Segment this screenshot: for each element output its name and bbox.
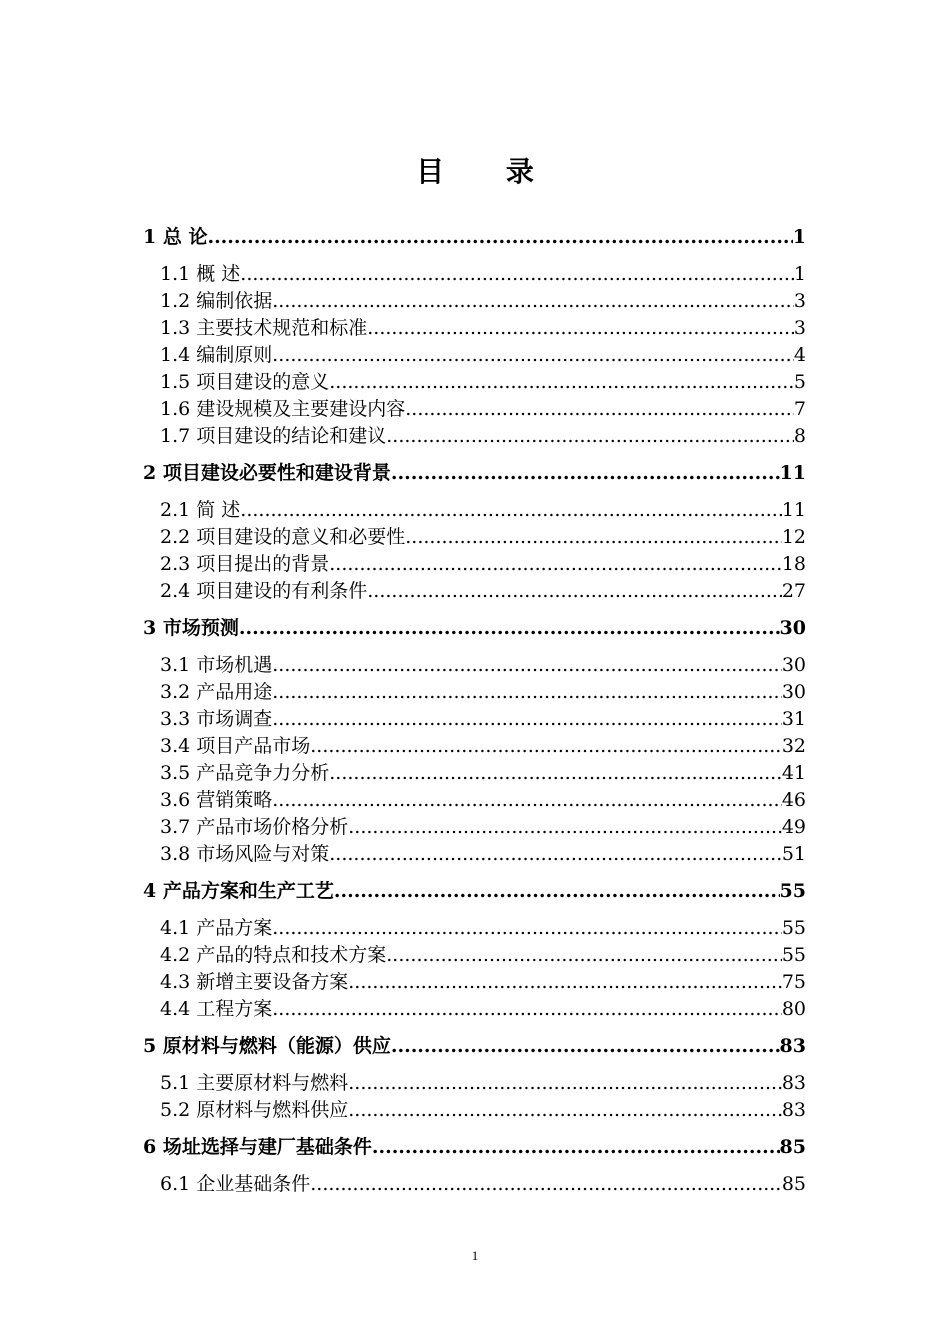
toc-section[interactable] bbox=[143, 706, 806, 733]
toc-entry-page: 55 bbox=[779, 880, 806, 902]
toc-dot-leader bbox=[405, 396, 794, 423]
toc-entry-page: 12 bbox=[781, 526, 806, 548]
toc-dot-leader bbox=[272, 342, 794, 369]
toc-entry-label: 1 总 论 bbox=[143, 226, 208, 248]
toc-entry-label: 3.4 项目产品市场 bbox=[160, 735, 311, 757]
toc-dot-leader bbox=[240, 497, 782, 524]
toc-entry-page: 3 bbox=[793, 317, 806, 339]
toc-dot-leader bbox=[386, 942, 782, 969]
toc-entry-page: 11 bbox=[781, 499, 806, 521]
toc-dot-leader bbox=[348, 814, 782, 841]
toc-section[interactable] bbox=[143, 760, 806, 787]
toc-entry-page: 8 bbox=[793, 425, 806, 447]
toc-entry-page: 80 bbox=[781, 998, 806, 1020]
toc-dot-leader bbox=[386, 423, 794, 450]
toc-section[interactable] bbox=[143, 969, 806, 996]
toc-entry-page: 32 bbox=[781, 735, 806, 757]
toc-dot-leader bbox=[310, 1171, 782, 1198]
toc-dot-leader bbox=[348, 1097, 782, 1124]
toc-section[interactable] bbox=[143, 942, 806, 969]
toc-entry-label: 1.6 建设规模及主要建设内容 bbox=[160, 398, 406, 420]
toc-entry-page: 30 bbox=[781, 681, 806, 703]
toc-entry-page: 1 bbox=[793, 263, 806, 285]
page-title: 目 录 bbox=[416, 155, 560, 188]
toc-section[interactable] bbox=[143, 369, 806, 396]
toc-dot-leader bbox=[272, 288, 794, 315]
toc-entry-label: 2.3 项目提出的背景 bbox=[160, 553, 330, 575]
toc-entry-label: 1.7 项目建设的结论和建议 bbox=[160, 425, 387, 447]
toc-entry-page: 7 bbox=[793, 398, 806, 420]
toc-dot-leader bbox=[240, 261, 794, 288]
toc-entry-page: 41 bbox=[781, 762, 806, 784]
toc-entry-page: 83 bbox=[779, 1035, 806, 1057]
toc-entry-label: 5.1 主要原材料与燃料 bbox=[160, 1072, 349, 1094]
toc-section[interactable] bbox=[143, 396, 806, 423]
page-number: 1 bbox=[471, 1248, 479, 1263]
toc-entry-label: 3.7 产品市场价格分析 bbox=[160, 816, 349, 838]
toc-entry-page: 85 bbox=[781, 1173, 806, 1195]
toc-entry-page: 3 bbox=[793, 290, 806, 312]
toc-entry-label: 3.5 产品竞争力分析 bbox=[160, 762, 330, 784]
toc-dot-leader bbox=[272, 787, 782, 814]
toc-section[interactable] bbox=[143, 1171, 806, 1198]
toc-entry-page: 49 bbox=[781, 816, 806, 838]
toc-entry-label: 1.1 概 述 bbox=[160, 263, 241, 285]
toc-entry-label: 2.4 项目建设的有利条件 bbox=[160, 580, 368, 602]
toc-entry-page: 30 bbox=[781, 654, 806, 676]
toc-dot-leader bbox=[310, 733, 782, 760]
toc-section[interactable] bbox=[143, 1070, 806, 1097]
toc-dot-leader bbox=[348, 1070, 782, 1097]
toc-section[interactable] bbox=[143, 551, 806, 578]
toc-section[interactable] bbox=[143, 841, 806, 868]
toc-entry-label: 3 市场预测 bbox=[143, 617, 239, 639]
toc-section[interactable] bbox=[143, 423, 806, 450]
toc-dot-leader bbox=[329, 551, 782, 578]
toc-chapter[interactable] bbox=[143, 1033, 806, 1060]
toc-dot-leader bbox=[239, 615, 780, 642]
toc-section[interactable] bbox=[143, 679, 806, 706]
toc-entry-label: 4.3 新增主要设备方案 bbox=[160, 971, 349, 993]
toc-entry-label: 3.3 市场调查 bbox=[160, 708, 273, 730]
toc-section[interactable] bbox=[143, 915, 806, 942]
toc-dot-leader bbox=[329, 760, 782, 787]
toc-entry-label: 4.4 工程方案 bbox=[160, 998, 273, 1020]
toc-dot-leader bbox=[207, 224, 792, 251]
toc-entry-label: 2.1 简 述 bbox=[160, 499, 241, 521]
toc-entry-page: 55 bbox=[781, 917, 806, 939]
toc-dot-leader bbox=[334, 878, 780, 905]
toc-section[interactable] bbox=[143, 1097, 806, 1124]
toc-entry-label: 1.4 编制原则 bbox=[160, 344, 273, 366]
toc-entry-label: 5 原材料与燃料（能源）供应 bbox=[143, 1035, 391, 1057]
toc-entry-label: 4.2 产品的特点和技术方案 bbox=[160, 944, 387, 966]
toc-entry-label: 1.3 主要技术规范和标准 bbox=[160, 317, 368, 339]
toc-entry-label: 1.5 项目建设的意义 bbox=[160, 371, 330, 393]
toc-chapter[interactable] bbox=[143, 615, 806, 642]
toc-chapter[interactable] bbox=[143, 224, 806, 251]
toc-entry-page: 5 bbox=[793, 371, 806, 393]
toc-dot-leader bbox=[329, 369, 794, 396]
toc-section[interactable] bbox=[143, 578, 806, 605]
toc-entry-page: 27 bbox=[781, 580, 806, 602]
toc-chapter[interactable] bbox=[143, 1134, 806, 1161]
toc-entry-label: 3.6 营销策略 bbox=[160, 789, 273, 811]
toc-entry-label: 3.1 市场机遇 bbox=[160, 654, 273, 676]
toc-entry-page: 85 bbox=[779, 1136, 806, 1158]
toc-section[interactable] bbox=[143, 524, 806, 551]
toc-section[interactable] bbox=[143, 996, 806, 1023]
toc-entry-page: 30 bbox=[779, 617, 806, 639]
toc-entry-page: 75 bbox=[781, 971, 806, 993]
toc-entry-label: 5.2 原材料与燃料供应 bbox=[160, 1099, 349, 1121]
toc-dot-leader bbox=[329, 841, 782, 868]
toc-entry-page: 46 bbox=[781, 789, 806, 811]
toc-dot-leader bbox=[405, 524, 782, 551]
toc-dot-leader bbox=[272, 706, 782, 733]
toc-dot-leader bbox=[272, 652, 782, 679]
toc-entry-page: 4 bbox=[793, 344, 806, 366]
toc-dot-leader bbox=[272, 915, 782, 942]
toc-section[interactable] bbox=[143, 342, 806, 369]
toc-chapter[interactable] bbox=[143, 878, 806, 905]
toc-section[interactable] bbox=[143, 733, 806, 760]
toc-entry-page: 31 bbox=[781, 708, 806, 730]
toc-entry-page: 11 bbox=[779, 462, 806, 484]
toc-section[interactable] bbox=[143, 261, 806, 288]
toc-entry-label: 4 产品方案和生产工艺 bbox=[143, 880, 334, 902]
toc-dot-leader bbox=[367, 578, 782, 605]
toc-dot-leader bbox=[348, 969, 782, 996]
toc-entry-label: 3.2 产品用途 bbox=[160, 681, 273, 703]
toc-entry-page: 83 bbox=[781, 1072, 806, 1094]
toc-chapter[interactable] bbox=[143, 460, 806, 487]
toc-entry-page: 18 bbox=[781, 553, 806, 575]
toc-section[interactable] bbox=[143, 497, 806, 524]
toc-section[interactable] bbox=[143, 814, 806, 841]
toc-dot-leader bbox=[272, 679, 782, 706]
toc-entry-label: 3.8 市场风险与对策 bbox=[160, 843, 330, 865]
toc-dot-leader bbox=[391, 1033, 780, 1060]
toc-section[interactable] bbox=[143, 315, 806, 342]
toc-entry-page: 55 bbox=[781, 944, 806, 966]
toc-dot-leader bbox=[372, 1134, 780, 1161]
toc-entry-page: 83 bbox=[781, 1099, 806, 1121]
toc-entry-label: 4.1 产品方案 bbox=[160, 917, 273, 939]
toc-entry-label: 6.1 企业基础条件 bbox=[160, 1173, 311, 1195]
toc-entry-label: 2.2 项目建设的意义和必要性 bbox=[160, 526, 406, 548]
toc-dot-leader bbox=[272, 996, 782, 1023]
toc-entry-label: 1.2 编制依据 bbox=[160, 290, 273, 312]
toc-entry-page: 1 bbox=[792, 226, 806, 248]
toc-section[interactable] bbox=[143, 288, 806, 315]
toc-section[interactable] bbox=[143, 652, 806, 679]
table-of-contents bbox=[143, 224, 806, 1198]
toc-entry-page: 51 bbox=[781, 843, 806, 865]
toc-dot-leader bbox=[367, 315, 794, 342]
toc-entry-label: 6 场址选择与建厂基础条件 bbox=[143, 1136, 372, 1158]
toc-dot-leader bbox=[391, 460, 780, 487]
toc-section[interactable] bbox=[143, 787, 806, 814]
toc-entry-label: 2 项目建设必要性和建设背景 bbox=[143, 462, 391, 484]
